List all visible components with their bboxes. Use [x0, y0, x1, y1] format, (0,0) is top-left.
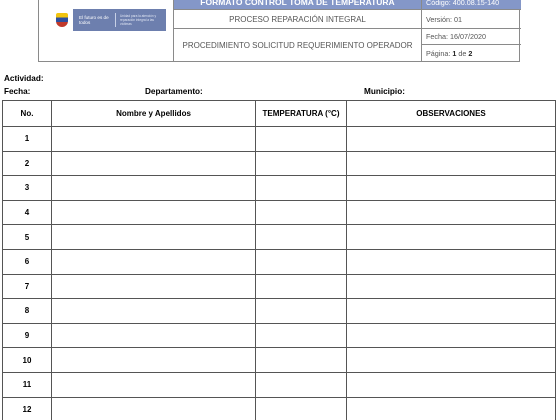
name-cell[interactable]	[52, 397, 256, 420]
column-header-name: Nombre y Apellidos	[52, 101, 256, 127]
observations-cell[interactable]	[347, 397, 556, 420]
name-cell[interactable]	[52, 151, 256, 176]
page-of: de	[458, 48, 467, 58]
name-cell[interactable]	[52, 323, 256, 348]
row-number: 5	[3, 225, 52, 250]
row-number: 6	[3, 249, 52, 274]
table-row	[3, 274, 556, 299]
temperature-cell[interactable]	[256, 348, 347, 373]
logo-cell	[39, 0, 174, 61]
header-metadata-column	[421, 0, 520, 61]
temperature-cell[interactable]	[256, 176, 347, 201]
document-date: Fecha: 16/07/2020	[422, 29, 521, 45]
procedure-name: PROCEDIMIENTO SOLICITUD REQUERIMIENTO OPERADOR	[182, 40, 413, 50]
name-cell[interactable]	[52, 372, 256, 397]
table-row	[3, 127, 556, 152]
name-cell[interactable]	[52, 200, 256, 225]
document-header	[38, 0, 520, 62]
date-label: Fecha:	[4, 87, 31, 96]
row-number: 11	[3, 372, 52, 397]
table-row	[3, 249, 556, 274]
temperature-log-table	[2, 100, 556, 420]
document-code: Código: 400.08.15-140	[422, 0, 521, 10]
row-number: 1	[3, 127, 52, 152]
observations-cell[interactable]	[347, 127, 556, 152]
activity-label: Actividad:	[4, 74, 44, 83]
observations-cell[interactable]	[347, 274, 556, 299]
name-cell[interactable]	[52, 299, 256, 324]
row-number: 3	[3, 176, 52, 201]
name-cell[interactable]	[52, 348, 256, 373]
colombia-seal-icon	[51, 9, 73, 31]
table-row	[3, 176, 556, 201]
table-row	[3, 225, 556, 250]
observations-cell[interactable]	[347, 225, 556, 250]
name-cell[interactable]	[52, 176, 256, 201]
table-row	[3, 348, 556, 373]
table-row	[3, 200, 556, 225]
column-header-temperature: TEMPERATURA (°C)	[256, 101, 347, 127]
temperature-cell[interactable]	[256, 397, 347, 420]
name-cell[interactable]	[52, 249, 256, 274]
page-label: Página:	[426, 48, 451, 58]
row-number: 10	[3, 348, 52, 373]
page-indicator	[422, 45, 521, 61]
row-number: 9	[3, 323, 52, 348]
municipality-label: Municipio:	[364, 87, 405, 96]
row-number: 12	[3, 397, 52, 420]
header-middle-column	[174, 0, 421, 61]
name-cell[interactable]	[52, 274, 256, 299]
temperature-cell[interactable]	[256, 274, 347, 299]
observations-cell[interactable]	[347, 200, 556, 225]
observations-cell[interactable]	[347, 323, 556, 348]
observations-cell[interactable]	[347, 249, 556, 274]
logo-unit-name: Unidad para la atención y reparación integral a las víctimas	[120, 14, 157, 26]
column-header-number: No.	[3, 101, 52, 127]
table-row	[3, 299, 556, 324]
table-row	[3, 323, 556, 348]
row-number: 8	[3, 299, 52, 324]
document-version: Versión: 01	[422, 10, 521, 29]
table-row	[3, 372, 556, 397]
temperature-cell[interactable]	[256, 127, 347, 152]
row-number: 2	[3, 151, 52, 176]
row-number: 4	[3, 200, 52, 225]
logo-divider	[115, 13, 116, 27]
observations-cell[interactable]	[347, 151, 556, 176]
logo-slogan: El futuro es de todos	[79, 15, 109, 25]
row-number: 7	[3, 274, 52, 299]
page-current: 1	[452, 48, 457, 58]
table-row	[3, 397, 556, 420]
institution-logo	[51, 9, 166, 31]
process-name: PROCESO REPARACIÓN INTEGRAL	[174, 10, 421, 29]
observations-cell[interactable]	[347, 372, 556, 397]
table-row	[3, 151, 556, 176]
name-cell[interactable]	[52, 127, 256, 152]
form-title: FORMATO CONTROL TOMA DE TEMPERATURA	[174, 0, 421, 10]
temperature-cell[interactable]	[256, 249, 347, 274]
table-header-row	[3, 101, 556, 127]
department-label: Departamento:	[145, 87, 203, 96]
column-header-observations: OBSERVACIONES	[347, 101, 556, 127]
temperature-cell[interactable]	[256, 372, 347, 397]
temperature-cell[interactable]	[256, 323, 347, 348]
temperature-cell[interactable]	[256, 200, 347, 225]
observations-cell[interactable]	[347, 176, 556, 201]
page-total: 2	[468, 48, 473, 58]
observations-cell[interactable]	[347, 348, 556, 373]
observations-cell[interactable]	[347, 299, 556, 324]
temperature-cell[interactable]	[256, 225, 347, 250]
temperature-cell[interactable]	[256, 299, 347, 324]
temperature-cell[interactable]	[256, 151, 347, 176]
name-cell[interactable]	[52, 225, 256, 250]
